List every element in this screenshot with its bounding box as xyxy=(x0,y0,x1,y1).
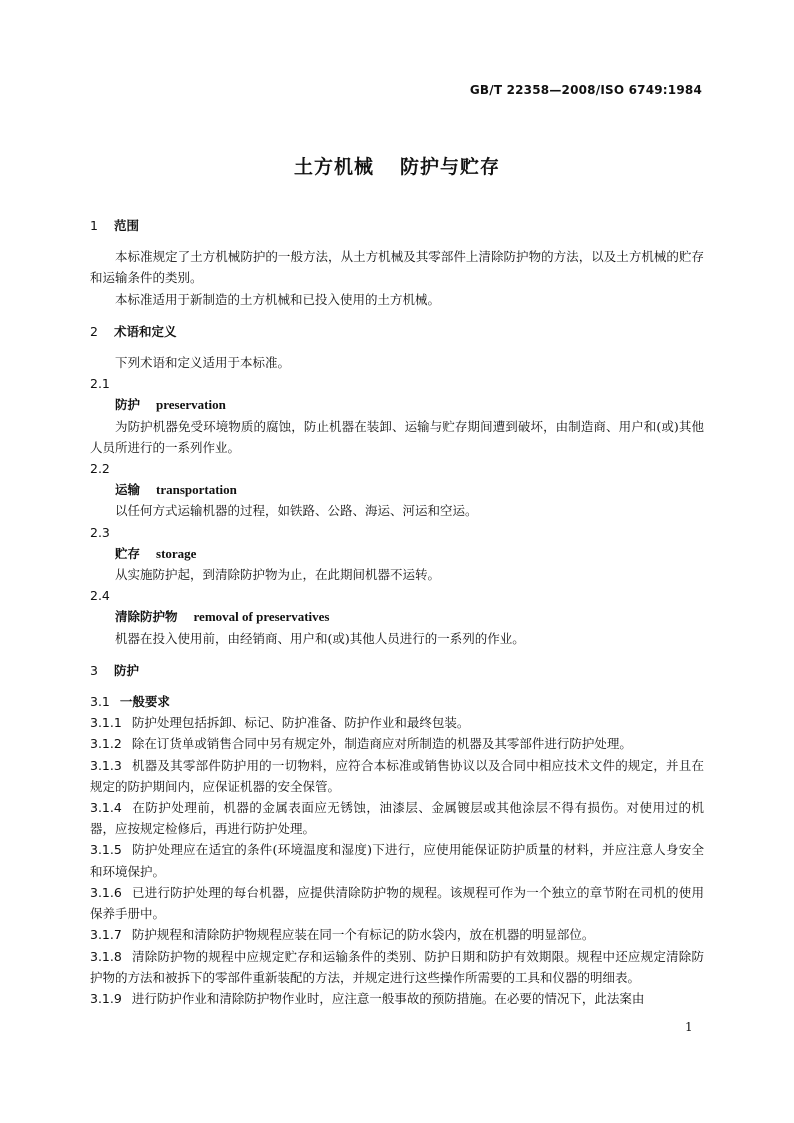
clause-text: 防护处理应在适宜的条件(环境温度和湿度)下进行，应使用能保证防护质量的材料，并应注意人身安全和环境保护。 xyxy=(90,842,704,879)
clause-text: 在防护处理前，机器的金属表面应无锈蚀，油漆层、金属镀层或其他涂层不得有损伤。对使用过的机器，应按规定检修后，再进行防护处理。 xyxy=(90,800,704,837)
term-heading xyxy=(90,543,704,564)
section-title: 范围 xyxy=(114,218,140,233)
title-part-2: 防护与贮存 xyxy=(400,156,501,178)
term-definition: 机器在投入使用前，由经销商、用户和(或)其他人员进行的一系列的作业。 xyxy=(115,630,525,646)
clause xyxy=(90,946,704,988)
clause-number: 3.1.5 xyxy=(90,842,122,858)
clause-text: 机器及其零部件防护用的一切物料，应符合本标准或销售协议以及合同中相应技术文件的规定，并且在规定的防护期间内，应保证机器的安全保管。 xyxy=(90,757,704,794)
term-en: removal of preservatives xyxy=(193,609,330,625)
clause xyxy=(90,797,704,839)
section-title: 防护 xyxy=(114,662,140,678)
term-number: 2.2 xyxy=(90,461,110,477)
term-en: storage xyxy=(156,545,197,561)
clause-number: 3.1.8 xyxy=(90,948,122,964)
paragraph: 本标准规定了土方机械防护的一般方法，从土方机械及其零部件上清除防护物的方法，以及土方机械的贮存和运输条件的类别。 xyxy=(90,249,704,286)
clause-number: 3.1.1 xyxy=(90,715,122,731)
page-number: 1 xyxy=(685,1020,693,1034)
clause xyxy=(90,924,704,945)
clause xyxy=(90,839,704,881)
term-heading xyxy=(90,479,704,500)
section-title: 术语和定义 xyxy=(114,323,177,339)
term-zh: 运输 xyxy=(115,482,141,498)
term-heading xyxy=(90,606,704,627)
clause-text: 进行防护作业和清除防护物作业时，应注意一般事故的预防措施。在必要的情况下，此法案由 xyxy=(131,990,645,1006)
term-zh: 防护 xyxy=(115,397,141,413)
section-number: 2 xyxy=(90,323,98,339)
term-number: 2.1 xyxy=(90,376,110,392)
section-heading-3 xyxy=(90,660,704,681)
clause xyxy=(90,882,704,924)
document-body xyxy=(90,215,704,1009)
clause-text: 除在订货单或销售合同中另有规定外，制造商应对所制造的机器及其零部件进行防护处理。 xyxy=(131,736,632,752)
clause-number: 3.1.4 xyxy=(90,800,122,816)
section-heading-1 xyxy=(90,215,704,236)
term-number: 2.3 xyxy=(90,524,110,540)
clause-text: 防护规程和清除防护物规程应装在同一个有标记的防水袋内，放在机器的明显部位。 xyxy=(131,927,595,943)
clause-text: 清除防护物的规程中应规定贮存和运输条件的类别、防护日期和防护有效期限。规程中还应规定清除防护物的方法和被拆下的零部件重新装配的方法，并规定进行这些操作所需要的工具和仪器的明细表。 xyxy=(90,948,704,985)
paragraph: 本标准适用于新制造的土方机械和已投入使用的土方机械。 xyxy=(115,291,441,307)
clause-number: 3.1.9 xyxy=(90,990,122,1006)
clause-text: 防护处理包括拆卸、标记、防护准备、防护作业和最终包装。 xyxy=(131,715,470,731)
term-en: preservation xyxy=(156,397,226,413)
section-number: 1 xyxy=(90,218,98,233)
title-part-1: 土方机械 xyxy=(293,156,374,178)
clause xyxy=(90,712,704,733)
clause xyxy=(90,733,704,754)
subsection-title: 一般要求 xyxy=(119,694,170,710)
standard-code: GB/T 22358—2008/ISO 6749:1984 xyxy=(469,83,702,97)
term-zh: 清除防护物 xyxy=(115,609,178,625)
clause xyxy=(90,988,704,1009)
term-heading xyxy=(90,394,704,415)
clause-number: 3.1.3 xyxy=(90,757,122,773)
clause-text: 已进行防护处理的每台机器，应提供清除防护物的规程。该规程可作为一个独立的章节附在司机的使用保养手册中。 xyxy=(90,884,704,922)
term-en: transportation xyxy=(156,482,237,498)
clause-number: 3.1.2 xyxy=(90,736,122,752)
clause-number: 3.1.7 xyxy=(90,927,122,943)
subsection-number: 3.1 xyxy=(90,694,110,710)
section-heading-2 xyxy=(90,321,704,342)
document-title xyxy=(0,152,794,179)
clause xyxy=(90,755,704,797)
section-number: 3 xyxy=(90,662,98,678)
term-definition: 以任何方式运输机器的过程，如铁路、公路、海运、河运和空运。 xyxy=(115,503,478,519)
paragraph: 下列术语和定义适用于本标准。 xyxy=(115,355,291,371)
term-number: 2.4 xyxy=(90,588,110,604)
term-zh: 贮存 xyxy=(115,545,141,561)
term-definition: 为防护机器免受环境物质的腐蚀，防止机器在装卸、运输与贮存期间遭到破坏，由制造商、用户和(或)其他人员所进行的一系列作业。 xyxy=(90,418,704,455)
clause-number: 3.1.6 xyxy=(90,884,122,900)
subsection-heading xyxy=(90,691,704,712)
term-definition: 从实施防护起，到清除防护物为止，在此期间机器不运转。 xyxy=(115,567,441,583)
